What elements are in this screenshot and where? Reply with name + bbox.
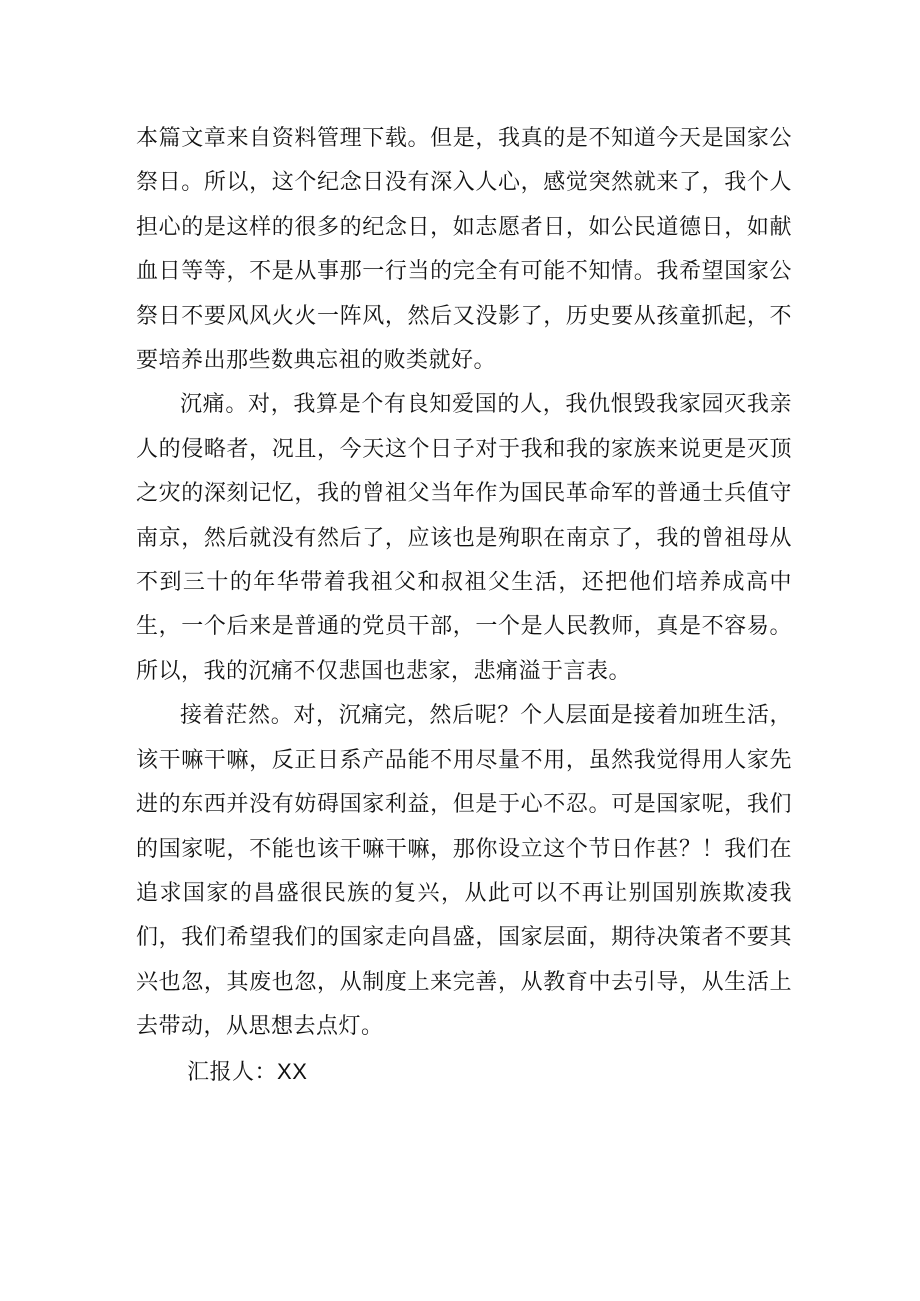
signature-value: XX — [277, 1058, 308, 1084]
signature-label: 汇报人： — [187, 1059, 278, 1085]
paragraph-grief: 沉痛。对，我算是个有良知爱国的人，我仇恨毁我家园灭我亲人的侵略者，况且，今天这个日子对于我和我的家族来说更是灭顶之灾的深刻记忆，我的曾祖父当年作为国民革命军的普通士兵值守南京，然后就没有然后了，应该也是殉职在南京了，我的曾祖母从不到三十的年华带着我祖父和叔祖父生活，还把他们培养成高中生，一个后来是普通的党员干部，一个是人民教师，真是不容易。所以，我的沉痛不仅悲国也悲家，悲痛溢于言表。 — [136, 392, 792, 684]
paragraph-intro: 本篇文章来自资料管理下载。但是，我真的是不知道今天是国家公祭日。所以，这个纪念日没有深入人心，感觉突然就来了，我个人担心的是这样的很多的纪念日，如志愿者日，如公民道德日，如献血日等等，不是从事那一行当的完全有可能不知情。我希望国家公祭日不要风风火火一阵风，然后又没影了，历史要从孩童抓起，不要培养出那些数典忘祖的败类就好。 — [136, 126, 792, 374]
document-body — [136, 117, 792, 1095]
paragraph-confusion: 接着茫然。对，沉痛完，然后呢？个人层面是接着加班生活，该干嘛干嘛，反正日系产品能不用尽量不用，虽然我觉得用人家先进的东西并没有妨碍国家利益，但是于心不忍。可是国家呢，我们的国家呢，不能也该干嘛干嘛，那你设立这个节日作甚？！我们在追求国家的昌盛很民族的复兴，从此可以不再让别国别族欺凌我们，我们希望我们的国家走向昌盛，国家层面，期待决策者不要其兴也忽，其废也忽，从制度上来完善，从教育中去引导，从生活上去带动，从思想去点灯。 — [136, 703, 792, 1040]
signature-line — [136, 1050, 792, 1095]
